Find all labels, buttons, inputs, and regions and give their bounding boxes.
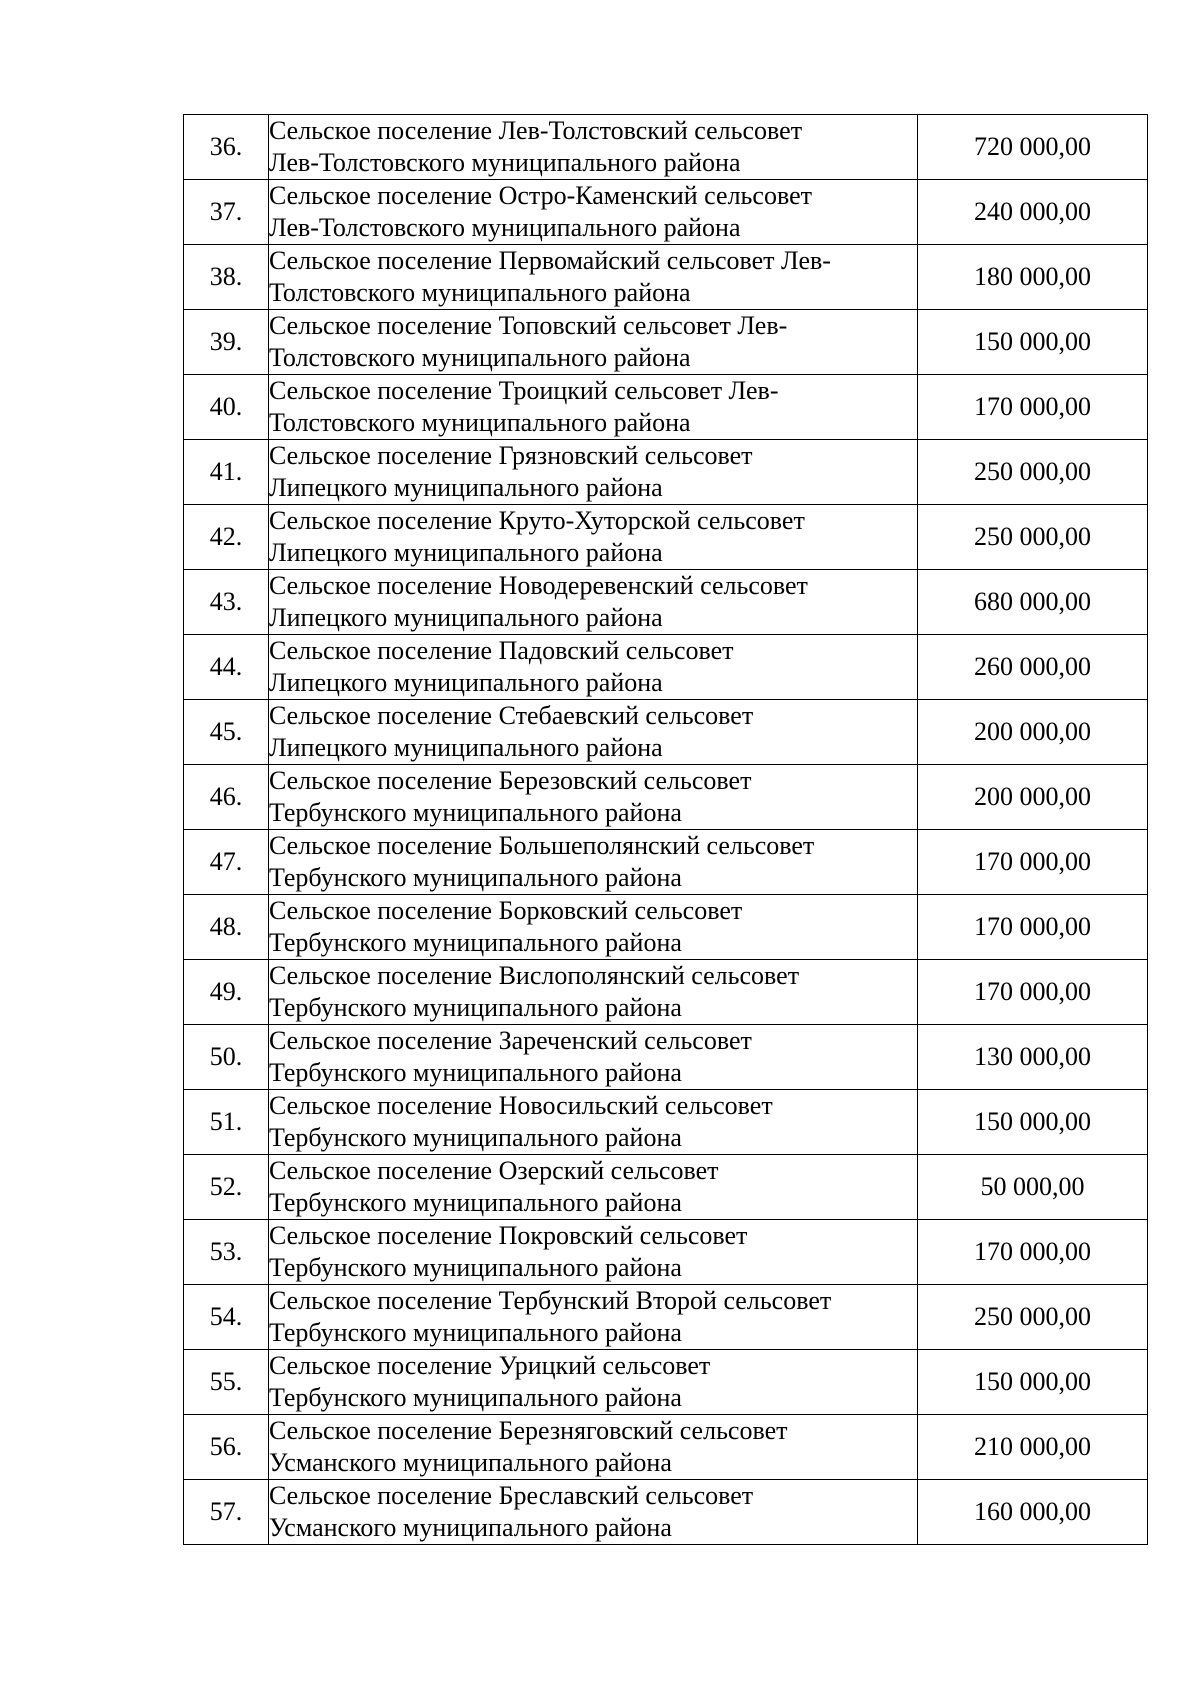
settlement-name [269,1480,918,1545]
settlement-name-line-1: Сельское поселение Круто-Хуторской сельсовет [269,506,805,535]
settlement-name-line-1: Сельское поселение Стебаевский сельсовет [269,701,754,730]
row-number: 53. [184,1220,269,1285]
amount: 170 000,00 [918,1220,1148,1285]
amount: 130 000,00 [918,1025,1148,1090]
settlement-name [269,700,918,765]
settlement-name [269,1025,918,1090]
row-number: 57. [184,1480,269,1545]
table-row [184,1480,1148,1545]
settlement-name-line-1: Сельское поселение Лев-Толстовский сельсовет [269,116,803,145]
row-number: 40. [184,375,269,440]
settlement-name-line-1: Сельское поселение Топовский сельсовет Лев- [269,311,788,340]
row-number: 36. [184,115,269,180]
table-row [184,1220,1148,1285]
settlement-name-line-2: Тербунского муниципального района [269,993,682,1022]
settlement-name-line-1: Сельское поселение Урицкий сельсовет [269,1351,711,1380]
settlement-name [269,960,918,1025]
allocation-table [183,114,1148,1545]
amount: 680 000,00 [918,570,1148,635]
table-row [184,700,1148,765]
settlement-name-line-2: Лев-Толстовского муниципального района [269,148,741,177]
amount: 150 000,00 [918,1350,1148,1415]
settlement-name [269,1350,918,1415]
settlement-name-line-2: Усманского муниципального района [269,1513,672,1542]
settlement-name-line-1: Сельское поселение Березняговский сельсовет [269,1416,788,1445]
row-number: 42. [184,505,269,570]
settlement-name-line-2: Липецкого муниципального района [269,538,663,567]
settlement-name [269,310,918,375]
settlement-name [269,1220,918,1285]
row-number: 54. [184,1285,269,1350]
row-number: 45. [184,700,269,765]
table-row [184,635,1148,700]
table-row [184,310,1148,375]
row-number: 39. [184,310,269,375]
settlement-name-line-1: Сельское поселение Вислополянский сельсовет [269,961,800,990]
settlement-name-line-1: Сельское поселение Зареченский сельсовет [269,1026,752,1055]
table-row [184,960,1148,1025]
settlement-name-line-2: Липецкого муниципального района [269,668,663,697]
settlement-name-line-2: Тербунского муниципального района [269,798,682,827]
amount: 50 000,00 [918,1155,1148,1220]
settlement-name-line-2: Липецкого муниципального района [269,473,663,502]
settlement-name [269,635,918,700]
amount: 160 000,00 [918,1480,1148,1545]
settlement-name-line-1: Сельское поселение Тербунский Второй сельсовет [269,1286,832,1315]
settlement-name [269,1155,918,1220]
row-number: 52. [184,1155,269,1220]
amount: 170 000,00 [918,960,1148,1025]
settlement-name-line-2: Лев-Толстовского муниципального района [269,213,741,242]
table-row [184,375,1148,440]
settlement-name-line-2: Тербунского муниципального района [269,928,682,957]
table-row [184,1285,1148,1350]
settlement-name-line-1: Сельское поселение Борковский сельсовет [269,896,743,925]
settlement-name-line-2: Тербунского муниципального района [269,1123,682,1152]
row-number: 50. [184,1025,269,1090]
settlement-name-line-1: Сельское поселение Озерский сельсовет [269,1156,719,1185]
settlement-name-line-2: Тербунского муниципального района [269,863,682,892]
settlement-name-line-1: Сельское поселение Падовский сельсовет [269,636,734,665]
row-number: 37. [184,180,269,245]
table-row [184,895,1148,960]
amount: 210 000,00 [918,1415,1148,1480]
settlement-name-line-1: Сельское поселение Большеполянский сельсовет [269,831,815,860]
settlement-name-line-1: Сельское поселение Березовский сельсовет [269,766,752,795]
table-row [184,830,1148,895]
settlement-name [269,440,918,505]
settlement-name [269,1090,918,1155]
table-row [184,570,1148,635]
settlement-name [269,895,918,960]
settlement-name [269,245,918,310]
settlement-name-line-1: Сельское поселение Троицкий сельсовет Лев- [269,376,779,405]
row-number: 49. [184,960,269,1025]
table-row [184,1090,1148,1155]
amount: 170 000,00 [918,375,1148,440]
settlement-name [269,570,918,635]
settlement-name-line-2: Тербунского муниципального района [269,1383,682,1412]
row-number: 47. [184,830,269,895]
table-row [184,505,1148,570]
table-row [184,1155,1148,1220]
table-row [184,245,1148,310]
settlement-name [269,765,918,830]
settlement-name-line-1: Сельское поселение Первомайский сельсовет Лев- [269,246,831,275]
table-row [184,1025,1148,1090]
row-number: 48. [184,895,269,960]
settlement-name [269,1285,918,1350]
settlement-name-line-1: Сельское поселение Новосильский сельсовет [269,1091,773,1120]
settlement-name-line-2: Тербунского муниципального района [269,1058,682,1087]
amount: 170 000,00 [918,895,1148,960]
row-number: 55. [184,1350,269,1415]
amount: 250 000,00 [918,440,1148,505]
settlement-name-line-2: Липецкого муниципального района [269,733,663,762]
settlement-name [269,1415,918,1480]
amount: 260 000,00 [918,635,1148,700]
amount: 200 000,00 [918,700,1148,765]
table-row [184,115,1148,180]
table-row [184,1350,1148,1415]
row-number: 56. [184,1415,269,1480]
amount: 180 000,00 [918,245,1148,310]
settlement-name-line-1: Сельское поселение Грязновский сельсовет [269,441,753,470]
amount: 720 000,00 [918,115,1148,180]
settlement-name [269,115,918,180]
row-number: 41. [184,440,269,505]
row-number: 44. [184,635,269,700]
settlement-name-line-2: Тербунского муниципального района [269,1188,682,1217]
amount: 250 000,00 [918,505,1148,570]
table-row [184,1415,1148,1480]
row-number: 46. [184,765,269,830]
amount: 150 000,00 [918,310,1148,375]
settlement-name-line-2: Тербунского муниципального района [269,1253,682,1282]
settlement-name-line-2: Толстовского муниципального района [269,408,691,437]
settlement-name [269,830,918,895]
row-number: 43. [184,570,269,635]
amount: 150 000,00 [918,1090,1148,1155]
settlement-name-line-2: Толстовского муниципального района [269,278,691,307]
amount: 250 000,00 [918,1285,1148,1350]
settlement-name-line-1: Сельское поселение Бреславский сельсовет [269,1481,754,1510]
settlement-name-line-2: Толстовского муниципального района [269,343,691,372]
settlement-name-line-1: Сельское поселение Остро-Каменский сельсовет [269,181,812,210]
amount: 200 000,00 [918,765,1148,830]
table-row [184,765,1148,830]
settlement-name [269,180,918,245]
settlement-name-line-1: Сельское поселение Новодеревенский сельсовет [269,571,808,600]
table-body [184,115,1148,1545]
table-row [184,180,1148,245]
settlement-name-line-2: Тербунского муниципального района [269,1318,682,1347]
settlement-name [269,505,918,570]
settlement-name [269,375,918,440]
table-row [184,440,1148,505]
amount: 170 000,00 [918,830,1148,895]
settlement-name-line-2: Усманского муниципального района [269,1448,672,1477]
settlement-name-line-1: Сельское поселение Покровский сельсовет [269,1221,748,1250]
amount: 240 000,00 [918,180,1148,245]
row-number: 38. [184,245,269,310]
settlement-name-line-2: Липецкого муниципального района [269,603,663,632]
row-number: 51. [184,1090,269,1155]
